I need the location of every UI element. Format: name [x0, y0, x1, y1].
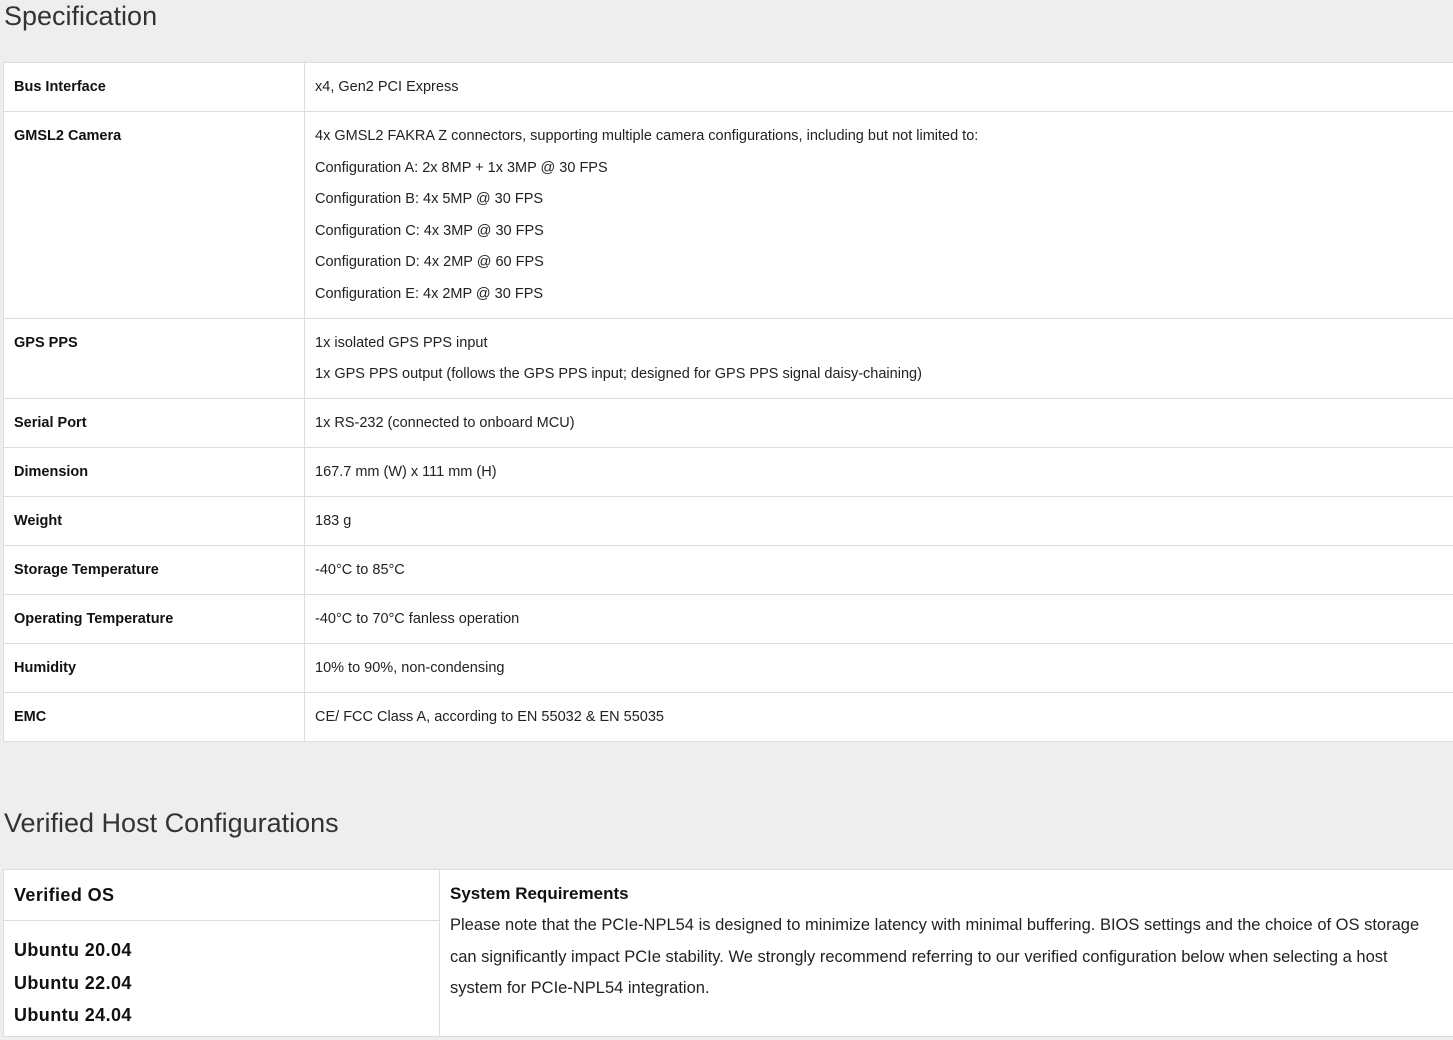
spec-label: Dimension — [4, 448, 305, 497]
spec-value — [305, 63, 1453, 112]
table-row — [4, 546, 1453, 595]
verified-os-column — [4, 870, 440, 1037]
spec-value — [305, 448, 1453, 497]
spec-value-line: 1x RS-232 (connected to onboard MCU) — [315, 415, 575, 431]
table-row — [4, 595, 1453, 644]
spec-value — [305, 399, 1453, 448]
spec-value-line: 1x isolated GPS PPS input — [315, 334, 488, 351]
spec-value — [305, 112, 1453, 319]
spec-value — [305, 497, 1453, 546]
spec-value — [305, 546, 1453, 595]
spec-value-line: Configuration E: 4x 2MP @ 30 FPS — [315, 285, 544, 302]
spec-value-line: -40°C to 85°C — [315, 562, 405, 578]
table-row — [4, 497, 1453, 546]
list-item: Ubuntu 22.04 — [14, 972, 132, 993]
system-requirements-title: System Requirements — [450, 884, 629, 903]
system-requirements-column — [440, 870, 1453, 1037]
verified-host-table — [3, 869, 1453, 1037]
spec-value — [305, 644, 1453, 693]
specification-table — [3, 62, 1453, 742]
verified-host-title: Verified Host Configurations — [4, 808, 339, 838]
table-row — [4, 63, 1453, 112]
table-row — [4, 644, 1453, 693]
spec-label: Humidity — [4, 644, 305, 693]
spec-value — [305, 693, 1453, 742]
table-row — [4, 693, 1453, 742]
spec-label: GMSL2 Camera — [4, 112, 305, 319]
spec-label: GPS PPS — [4, 318, 305, 399]
spec-value-line: 4x GMSL2 FAKRA Z connectors, supporting multiple camera configurations, including but not limited to: — [315, 128, 979, 144]
spec-value — [305, 595, 1453, 644]
spec-label: Serial Port — [4, 399, 305, 448]
spec-value-line: x4, Gen2 PCI Express — [315, 79, 459, 95]
spec-value-line: CE/ FCC Class A, according to EN 55032 & EN 55035 — [315, 709, 664, 725]
spec-label: Bus Interface — [4, 63, 305, 112]
spec-value-line: Configuration C: 4x 3MP @ 30 FPS — [315, 222, 544, 239]
spec-value-line: Configuration D: 4x 2MP @ 60 FPS — [315, 254, 544, 270]
table-row — [4, 870, 1453, 1037]
spec-label: Weight — [4, 497, 305, 546]
spec-value-line: 167.7 mm (W) x 111 mm (H) — [315, 464, 497, 480]
spec-label: Storage Temperature — [4, 546, 305, 595]
table-row — [4, 399, 1453, 448]
verified-os-header: Verified OS — [4, 870, 439, 921]
spec-value — [305, 318, 1453, 399]
table-row — [4, 112, 1453, 319]
spec-label: EMC — [4, 693, 305, 742]
system-requirements-text: Please note that the PCIe-NPL54 is designed to minimize latency with minimal buffering. BIOS settings and the choice of OS storage can significantly impact PCIe stability. We strongly recommend referring to our verified configuration below when selecting a host system for PCIe-NPL54 integration. — [450, 916, 1420, 997]
spec-value-line: 1x GPS PPS output (follows the GPS PPS input; designed for GPS PPS signal daisy-chaining) — [315, 366, 922, 382]
spec-value-line: -40°C to 70°C fanless operation — [315, 611, 520, 627]
spec-value-line: 10% to 90%, non-condensing — [315, 660, 505, 676]
table-row — [4, 448, 1453, 497]
spec-value-line: Configuration A: 2x 8MP + 1x 3MP @ 30 FPS — [315, 159, 608, 176]
verified-os-list — [4, 921, 439, 1036]
table-row — [4, 318, 1453, 399]
specification-title: Specification — [4, 1, 158, 31]
spec-label: Operating Temperature — [4, 595, 305, 644]
spec-value-line: Configuration B: 4x 5MP @ 30 FPS — [315, 191, 544, 207]
spec-value-line: 183 g — [315, 513, 352, 529]
list-item: Ubuntu 20.04 — [14, 940, 132, 960]
list-item: Ubuntu 24.04 — [14, 1005, 132, 1025]
